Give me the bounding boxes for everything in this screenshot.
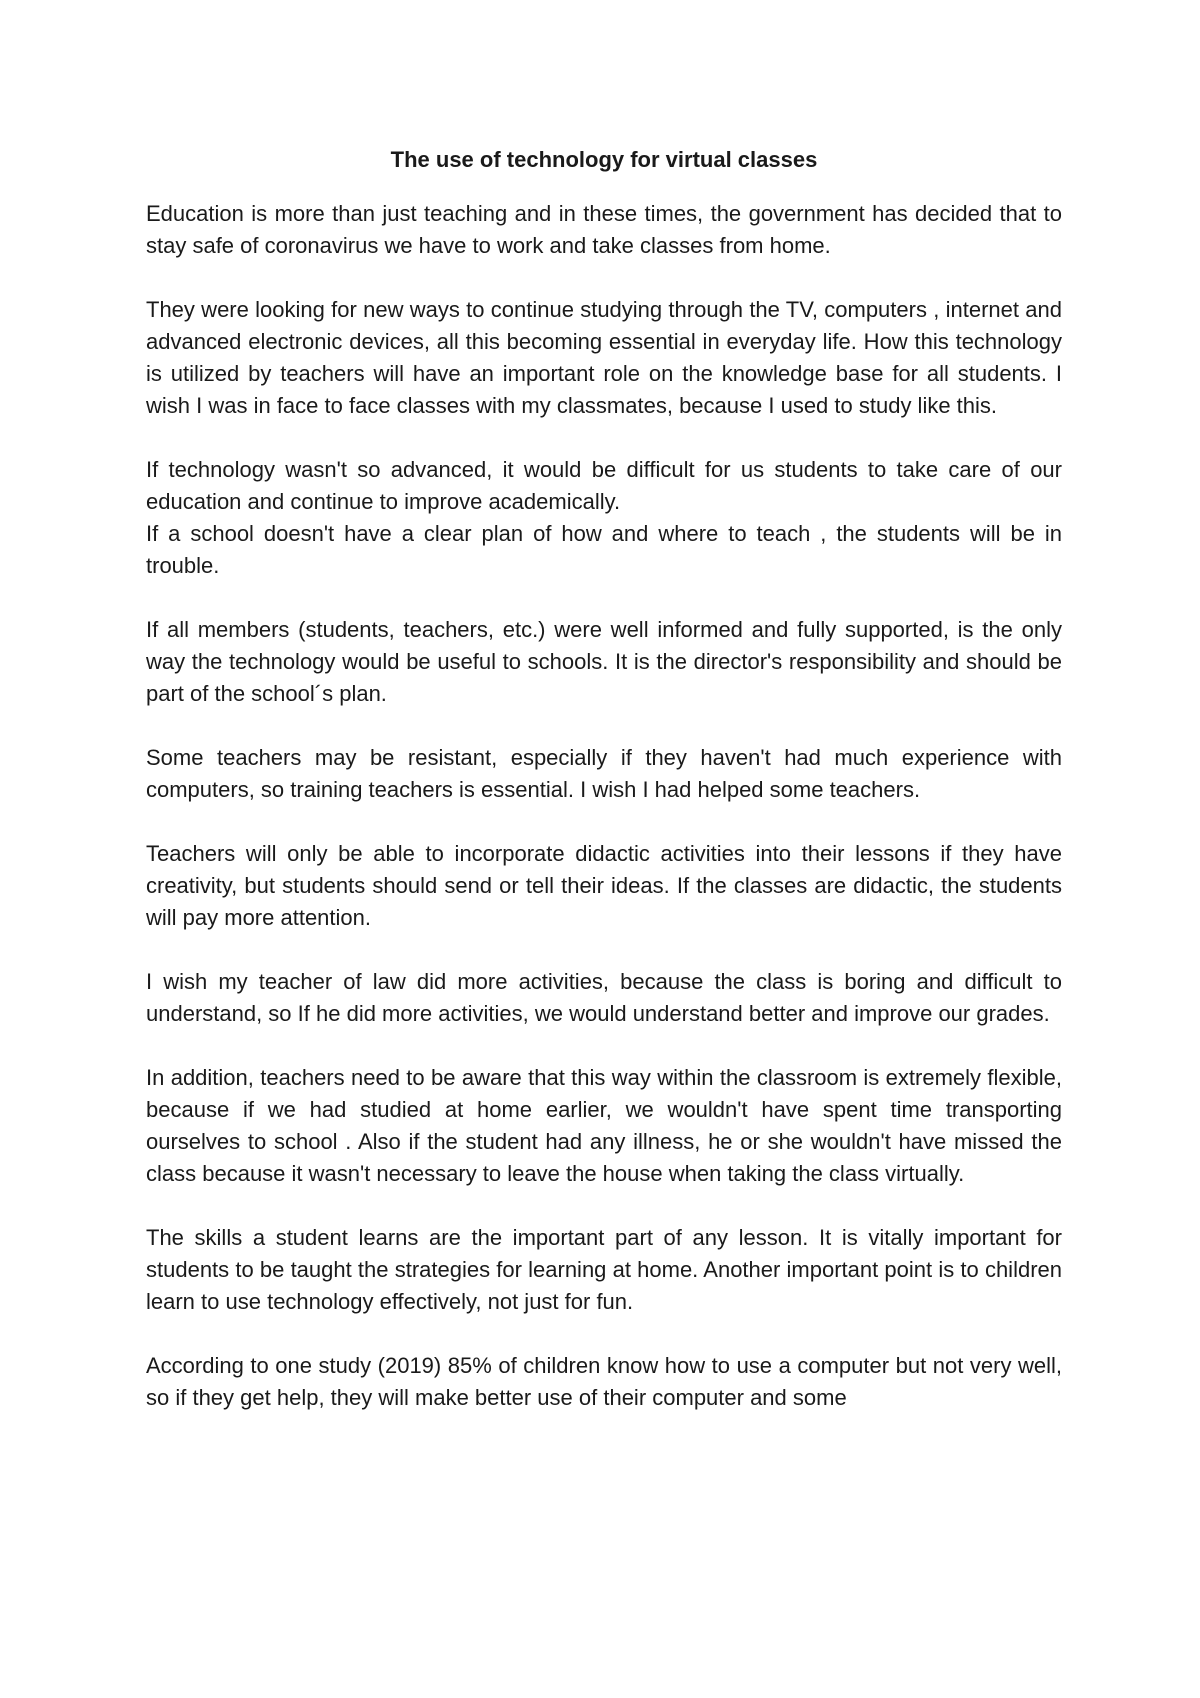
paragraph-3 bbox=[146, 454, 1062, 582]
paragraph-9 bbox=[146, 1222, 1062, 1318]
paragraph-10 bbox=[146, 1350, 1062, 1414]
paragraph-text: If a school doesn't have a clear plan of how and where to teach , the students will be in trouble. bbox=[146, 521, 1062, 578]
paragraph-6 bbox=[146, 838, 1062, 934]
document-title: The use of technology for virtual classes bbox=[390, 147, 818, 172]
paragraph-text: Education is more than just teaching and in these times, the government has decided that to stay safe of coronavirus we have to work and take classes from home. bbox=[146, 201, 1062, 258]
paragraph-8 bbox=[146, 1062, 1062, 1190]
paragraph-text: Some teachers may be resistant, especially if they haven't had much experience with computers, so training teachers is essential. I wish I had helped some teachers. bbox=[146, 745, 1062, 802]
paragraph-text: The skills a student learns are the important part of any lesson. It is vitally important for students to be taught the strategies for learning at home. Another important point is to children learn to use technology effectively, not just for fun. bbox=[146, 1225, 1062, 1314]
paragraph-text: Teachers will only be able to incorporate didactic activities into their lessons if they have creativity, but students should send or tell their ideas. If the classes are didactic, the students will pay more attention. bbox=[146, 841, 1062, 930]
paragraph-4 bbox=[146, 614, 1062, 710]
paragraph-5 bbox=[146, 742, 1062, 806]
paragraph-text: According to one study (2019) 85% of children know how to use a computer but not very well, so if they get help, they will make better use of their computer and some bbox=[146, 1353, 1062, 1410]
paragraph-text: In addition, teachers need to be aware that this way within the classroom is extremely flexible, because if we had studied at home earlier, we wouldn't have spent time transporting ourselves to school . Also if the student had any illness, he or she wouldn't have missed the class because it wasn't necessary to leave the house when taking the class virtually. bbox=[146, 1065, 1062, 1186]
paragraph-text: They were looking for new ways to continue studying through the TV, computers , internet and advanced electronic devices, all this becoming essential in everyday life. How this technology is utilized by teachers will have an important role on the knowledge base for all students. I wish I was in face to face classes with my classmates, because I used to study like this. bbox=[146, 297, 1062, 418]
paragraph-text: If all members (students, teachers, etc.) were well informed and fully supported, is the only way the technology would be useful to schools. It is the director's responsibility and should be part of the school´s plan. bbox=[146, 617, 1062, 706]
paragraph-text: If technology wasn't so advanced, it would be difficult for us students to take care of our education and continue to improve academically. bbox=[146, 457, 1062, 514]
document-body bbox=[146, 198, 1062, 1414]
paragraph-text: I wish my teacher of law did more activities, because the class is boring and difficult to understand, so If he did more activities, we would understand better and improve our grades. bbox=[146, 969, 1062, 1026]
paragraph-1 bbox=[146, 198, 1062, 262]
paragraph-2 bbox=[146, 294, 1062, 422]
paragraph-7 bbox=[146, 966, 1062, 1030]
